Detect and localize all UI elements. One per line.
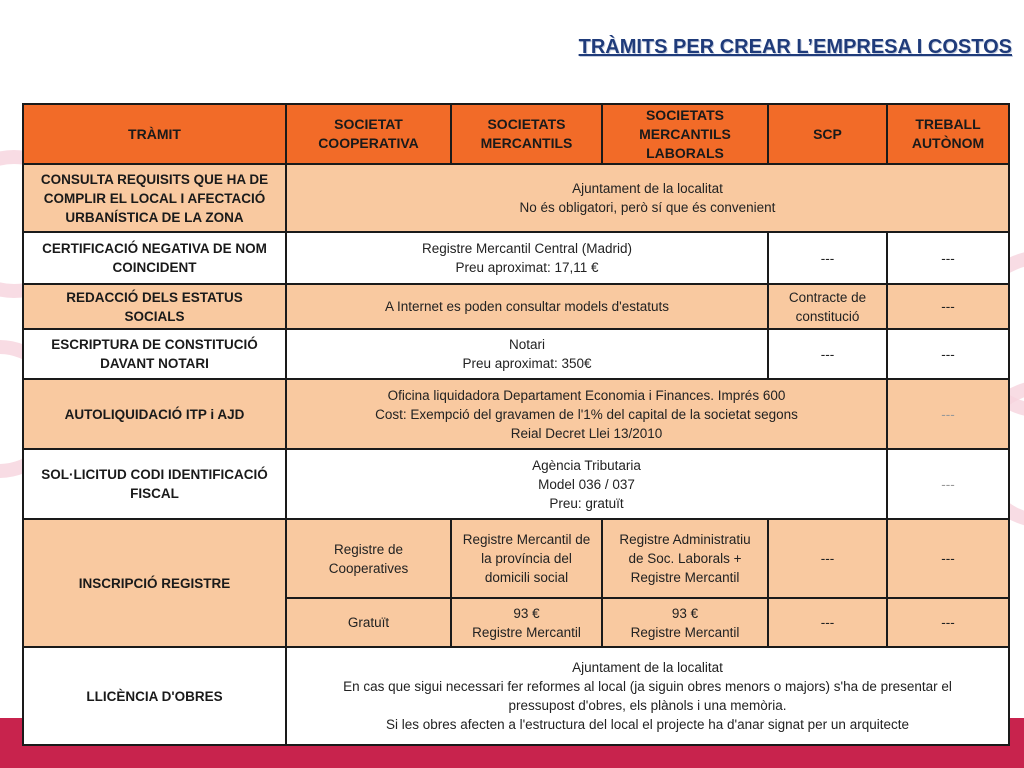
cell-inscripcio-cost-mercantils: 93 € Registre Mercantil	[451, 598, 602, 647]
table-row	[23, 284, 1009, 329]
table-row	[23, 449, 1009, 519]
cell-inscripcio-cooperativa: Registre de Cooperatives	[286, 519, 451, 598]
cell-autoliquidacio-autonom: ---	[887, 379, 1009, 449]
table-row	[23, 379, 1009, 449]
table-row	[23, 329, 1009, 379]
header-mercantils: SOCIETATS MERCANTILS	[451, 104, 602, 164]
table-row	[23, 519, 1009, 598]
row-label-sollicitud: SOL·LICITUD CODI IDENTIFICACIÓ FISCAL	[23, 449, 286, 519]
cell-inscripcio-mercantils: Registre Mercantil de la província del domicili social	[451, 519, 602, 598]
header-laborals: SOCIETATS MERCANTILS LABORALS	[602, 104, 768, 164]
header-tramit: TRÀMIT	[23, 104, 286, 164]
row-label-llicencia: LLICÈNCIA D'OBRES	[23, 647, 286, 745]
cell-inscripcio-autonom: ---	[887, 519, 1009, 598]
cell-redaccio-autonom: ---	[887, 284, 1009, 329]
cell-autoliquidacio: Oficina liquidadora Departament Economia i Finances. Imprés 600 Cost: Exempció del gravamen de l'1% del capital de la societat segons Reial Decret Llei 13/2010	[286, 379, 887, 449]
cell-inscripcio-cost-cooperativa: Gratuït	[286, 598, 451, 647]
page-title: TRÀMITS PER CREAR L’EMPRESA I COSTOS	[578, 36, 1012, 58]
cell-inscripcio-laborals: Registre Administratiu de Soc. Laborals + Registre Mercantil	[602, 519, 768, 598]
cell-llicencia: Ajuntament de la localitat En cas que sigui necessari fer reformes al local (ja siguin obres menors o majors) s'ha de presentar el pressupost d'obres, els plànols i una memòria. Si les obres afecten a l'estructura del local el projecte ha d'anar signat per un arquitecte	[286, 647, 1009, 745]
header-scp: SCP	[768, 104, 887, 164]
cell-certificacio: Registre Mercantil Central (Madrid) Preu aproximat: 17,11 €	[286, 232, 768, 284]
row-label-escriptura: ESCRIPTURA DE CONSTITUCIÓ DAVANT NOTARI	[23, 329, 286, 379]
cell-escriptura-scp: ---	[768, 329, 887, 379]
cell-certificacio-autonom: ---	[887, 232, 1009, 284]
row-label-autoliquidacio: AUTOLIQUIDACIÓ ITP i AJD	[23, 379, 286, 449]
table-row	[23, 647, 1009, 745]
cell-sollicitud: Agència Tributaria Model 036 / 037 Preu: gratuït	[286, 449, 887, 519]
cell-inscripcio-cost-scp: ---	[768, 598, 887, 647]
cell-inscripcio-cost-laborals: 93 € Registre Mercantil	[602, 598, 768, 647]
cell-consulta: Ajuntament de la localitat No és obligatori, però sí que és convenient	[286, 164, 1009, 232]
table-row	[23, 164, 1009, 232]
cell-inscripcio-cost-autonom: ---	[887, 598, 1009, 647]
row-label-inscripcio: INSCRIPCIÓ REGISTRE	[23, 519, 286, 647]
cell-escriptura-autonom: ---	[887, 329, 1009, 379]
header-autonom: TREBALL AUTÒNOM	[887, 104, 1009, 164]
cell-inscripcio-scp: ---	[768, 519, 887, 598]
table-header-row	[23, 104, 1009, 164]
procedures-table	[22, 103, 1010, 746]
row-label-consulta: CONSULTA REQUISITS QUE HA DE COMPLIR EL LOCAL I AFECTACIÓ URBANÍSTICA DE LA ZONA	[23, 164, 286, 232]
row-label-redaccio: REDACCIÓ DELS ESTATUS SOCIALS	[23, 284, 286, 329]
cell-redaccio: A Internet es poden consultar models d'estatuts	[286, 284, 768, 329]
cell-sollicitud-autonom: ---	[887, 449, 1009, 519]
table-row	[23, 232, 1009, 284]
cell-escriptura: Notari Preu aproximat: 350€	[286, 329, 768, 379]
cell-certificacio-scp: ---	[768, 232, 887, 284]
cell-redaccio-scp: Contracte de constitució	[768, 284, 887, 329]
row-label-certificacio: CERTIFICACIÓ NEGATIVA DE NOM COINCIDENT	[23, 232, 286, 284]
header-cooperativa: SOCIETAT COOPERATIVA	[286, 104, 451, 164]
